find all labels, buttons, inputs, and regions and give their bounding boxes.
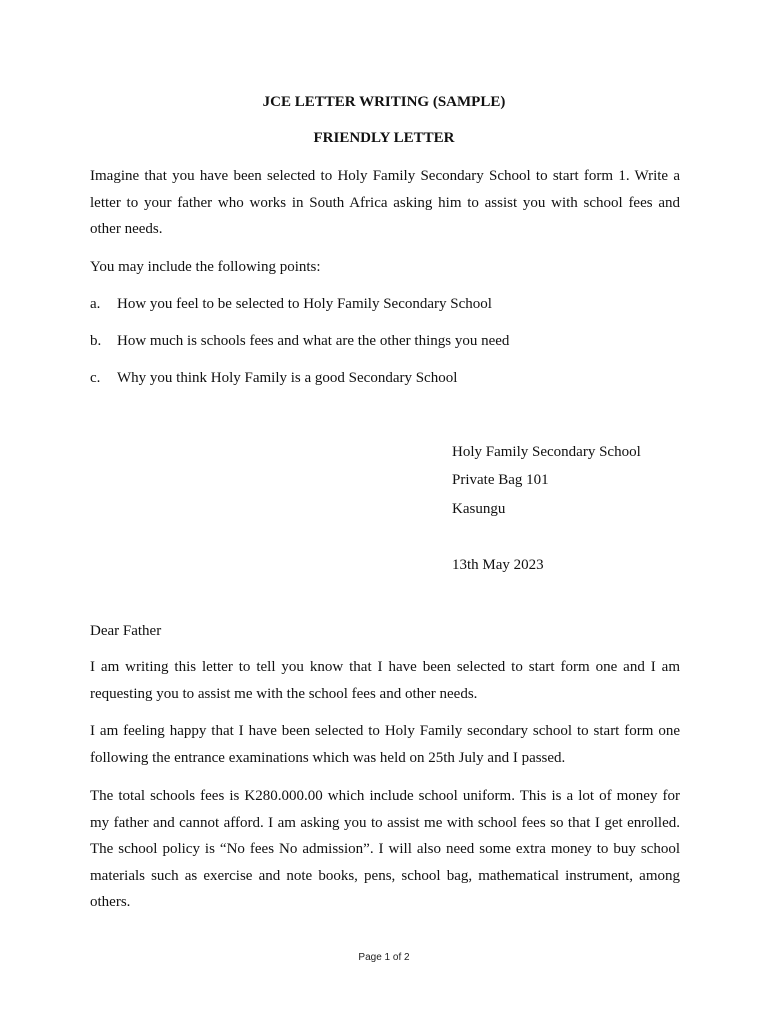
document-title: JCE LETTER WRITING (SAMPLE) (262, 94, 506, 110)
list-item-text: How you feel to be selected to Holy Family Secondary School (117, 296, 492, 312)
list-item-text: How much is schools fees and what are the other things you need (117, 333, 510, 349)
letter-paragraph: I am writing this letter to tell you know that I have been selected to start form one and I am requesting you to assist me with the school fees and other needs. (90, 659, 680, 702)
document-subtitle: FRIENDLY LETTER (313, 130, 455, 146)
letter-date: 13th May 2023 (452, 557, 544, 573)
list-item-text: Why you think Holy Family is a good Secondary School (117, 370, 458, 386)
letter-paragraph: I am feeling happy that I have been selected to Holy Family secondary school to start form one following the entrance examinations which was held on 25th July and I passed. (90, 723, 680, 766)
list-marker: b. (90, 333, 102, 349)
points-intro: You may include the following points: (90, 259, 321, 275)
list-marker: a. (90, 296, 101, 312)
salutation: Dear Father (90, 623, 162, 639)
page-number: Page 1 of 2 (358, 952, 410, 963)
address-line: Holy Family Secondary School (452, 444, 641, 460)
list-marker: c. (90, 370, 101, 386)
prompt-instruction: Imagine that you have been selected to Holy Family Secondary School to start form 1. Write a letter to your father who works in South Africa asking him to assist you with school fees and other needs. (90, 168, 680, 237)
letter-paragraph: The total schools fees is K280.000.00 which include school uniform. This is a lot of money for my father and cannot afford. I am asking you to assist me with school fees so that I get enrolled. The school policy is “No fees No admission”. I will also need some extra money to buy school materials such as exercise and note books, pens, school bag, mathematical instrument, among others. (90, 788, 680, 910)
address-line: Private Bag 101 (452, 472, 549, 488)
address-line: Kasungu (452, 501, 506, 517)
